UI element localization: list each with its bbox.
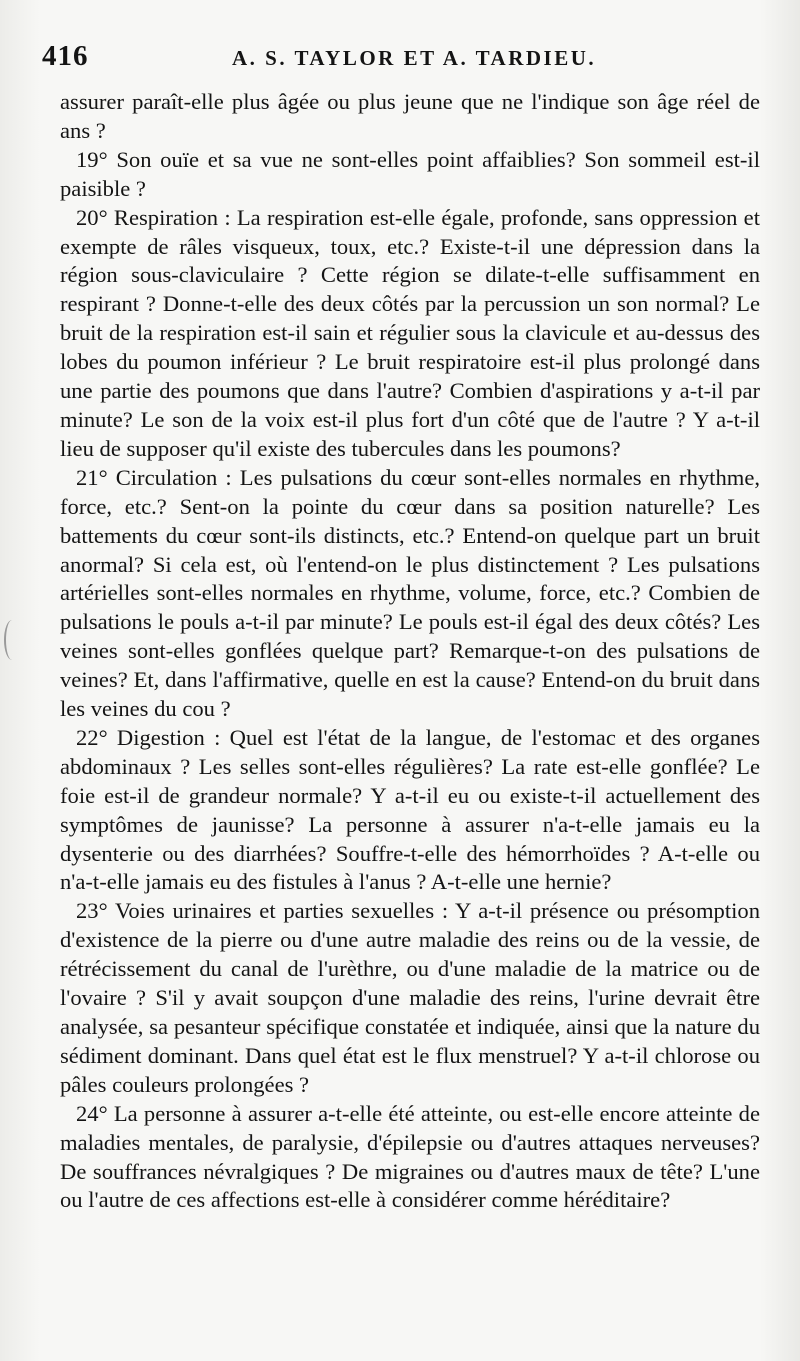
- paragraph-item-20: 20° Respiration : La respiration est-elle égale, profonde, sans oppression et exempte de râles visqueux, toux, etc.? Existe-t-il une dépression dans la région sous-claviculaire ? Cette région se dilate-t-elle suffisamment en respirant ? Donne-t-elle des deux côtés par la percussion un son normal? Le bruit de la respiration est-il sain et régulier sous la clavicule et au-dessus des lobes du poumon inférieur ? Le bruit respiratoire est-il plus prolongé dans une partie des poumons que dans l'autre? Combien d'aspirations y a-t-il par minute? Le son de la voix est-il plus fort d'un côté que de l'autre ? Y a-t-il lieu de supposer qu'il existe des tubercules dans les poumons?: [60, 204, 760, 461]
- paragraph-item-24: 24° La personne à assurer a-t-elle été atteinte, ou est-elle encore atteinte de maladies mentales, de paralysie, d'épilepsie ou d'autres attaques nerveuses? De souffrances névralgiques ? De migraines ou d'autres maux de tête? L'une ou l'autre de ces affections est-elle à considérer comme héréditaire?: [60, 1100, 760, 1213]
- body-text: [60, 88, 760, 1215]
- running-head: A. S. TAYLOR ET A. TARDIEU.: [232, 46, 597, 70]
- paragraph-item-22: 22° Digestion : Quel est l'état de la langue, de l'estomac et des organes abdominaux ? Les selles sont-elles régulières? La rate est-elle gonflée? Le foie est-il de grandeur normale? Y a-t-il eu ou existe-t-il actuellement des symptômes de jaunisse? La personne à assurer n'a-t-elle jamais eu la dysenterie ou des diarrhées? Souffre-t-elle des hémorrhoïdes ? A-t-elle ou n'a-t-elle jamais eu des fistules à l'anus ? A-t-elle une hernie?: [60, 724, 760, 895]
- paragraph-item-19: 19° Son ouïe et sa vue ne sont-elles point affaiblies? Son sommeil est-il paisible ?: [60, 146, 760, 201]
- page-header: [42, 40, 762, 80]
- margin-mark: [4, 620, 20, 660]
- paragraph-continuation: assurer paraît-elle plus âgée ou plus jeune que ne l'indique son âge réel de ans ?: [60, 89, 760, 143]
- page-number: 416: [42, 40, 89, 72]
- paragraph-item-23: 23° Voies urinaires et parties sexuelles : Y a-t-il présence ou présomption d'existence de la pierre ou d'une autre maladie des reins ou de la vessie, de rétrécissement du canal de l'urèthre, ou d'une maladie de la matrice ou de l'ovaire ? S'il y avait soupçon d'une maladie des reins, l'urine devrait être analysée, sa pesanteur spécifique constatée et indiquée, ainsi que la nature du sédiment dominant. Dans quel état est le flux menstruel? Y a-t-il chlorose ou pâles couleurs prolongées ?: [60, 898, 760, 1097]
- paragraph-item-21: 21° Circulation : Les pulsations du cœur sont-elles normales en rhythme, force, etc.? Sent-on la pointe du cœur dans sa position naturelle? Les battements du cœur sont-ils distincts, etc.? Entend-on quelque part un bruit anormal? Si cela est, où l'entend-on le plus distinctement ? Les pulsations artérielles sont-elles normales en rhythme, volume, force, etc.? Combien de pulsations le pouls a-t-il par minute? Le pouls est-il égal des deux côtés? Les veines sont-elles gonflées quelque part? Remarque-t-on des pulsations de veines? Et, dans l'affirmative, quelle en est la cause? Entend-on du bruit dans les veines du cou ?: [60, 464, 760, 722]
